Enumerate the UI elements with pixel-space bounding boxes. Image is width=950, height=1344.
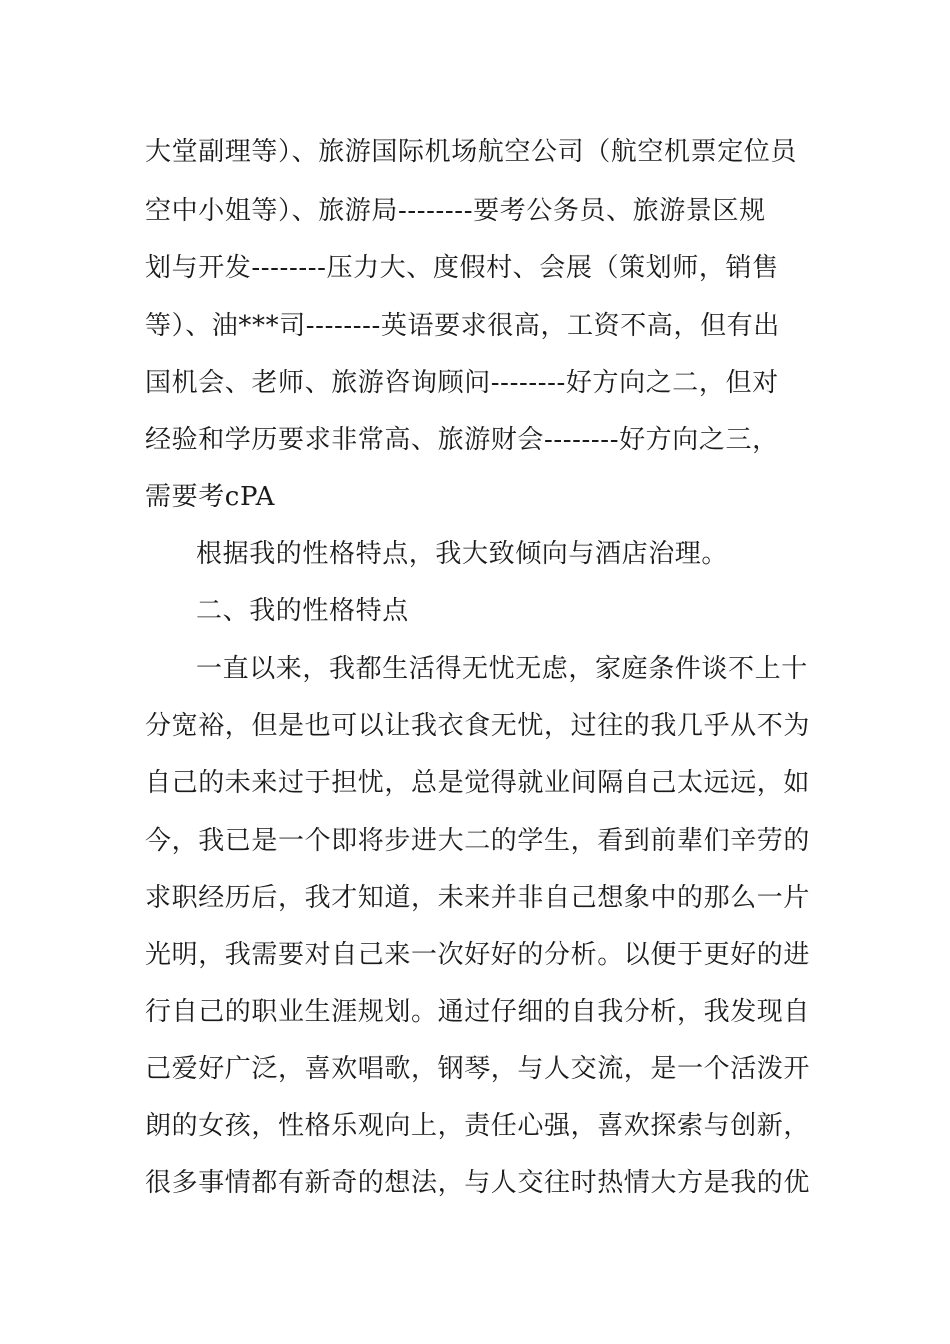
paragraph-line: 一直以来，我都生活得无忧无虑，家庭条件谈不上十	[196, 654, 808, 684]
text-line: 划与开发--------压力大、度假村、会展（策划师，销售	[145, 253, 779, 283]
text-line: 需要考cPA	[145, 482, 276, 512]
section-heading: 二、我的性格特点	[196, 596, 409, 626]
text-line: 空中小姐等）、旅游局--------要考公务员、旅游景区规	[145, 196, 766, 226]
text-line: 分宽裕，但是也可以让我衣食无忧，过往的我几乎从不为	[145, 711, 811, 741]
paragraph-line: 根据我的性格特点，我大致倾向与酒店治理。	[196, 539, 729, 569]
text-line: 经验和学历要求非常高、旅游财会--------好方向之三，	[145, 425, 779, 455]
text-line: 很多事情都有新奇的想法，与人交往时热情大方是我的优	[145, 1168, 811, 1198]
text-line: 自己的未来过于担忧，总是觉得就业间隔自己太远远，如	[145, 768, 811, 798]
text-line: 光明，我需要对自己来一次好好的分析。以便于更好的进	[145, 940, 811, 970]
text-line: 朗的女孩，性格乐观向上，责任心强，喜欢探索与创新，	[145, 1111, 811, 1141]
text-line: 己爱好广泛，喜欢唱歌，钢琴，与人交流，是一个活泼开	[145, 1054, 811, 1084]
text-line: 今，我已是一个即将步进大二的学生，看到前辈们辛劳的	[145, 826, 811, 856]
text-line: 等）、油***司--------英语要求很高，工资不高，但有出	[145, 311, 780, 341]
text-line: 大堂副理等）、旅游国际机场航空公司（航空机票定位员	[145, 137, 798, 167]
text-line: 求职经历后，我才知道，未来并非自己想象中的那么一片	[145, 883, 811, 913]
text-line: 行自己的职业生涯规划。通过仔细的自我分析，我发现自	[145, 997, 811, 1027]
text-line: 国机会、老师、旅游咨询顾问--------好方向之二，但对	[145, 368, 779, 398]
